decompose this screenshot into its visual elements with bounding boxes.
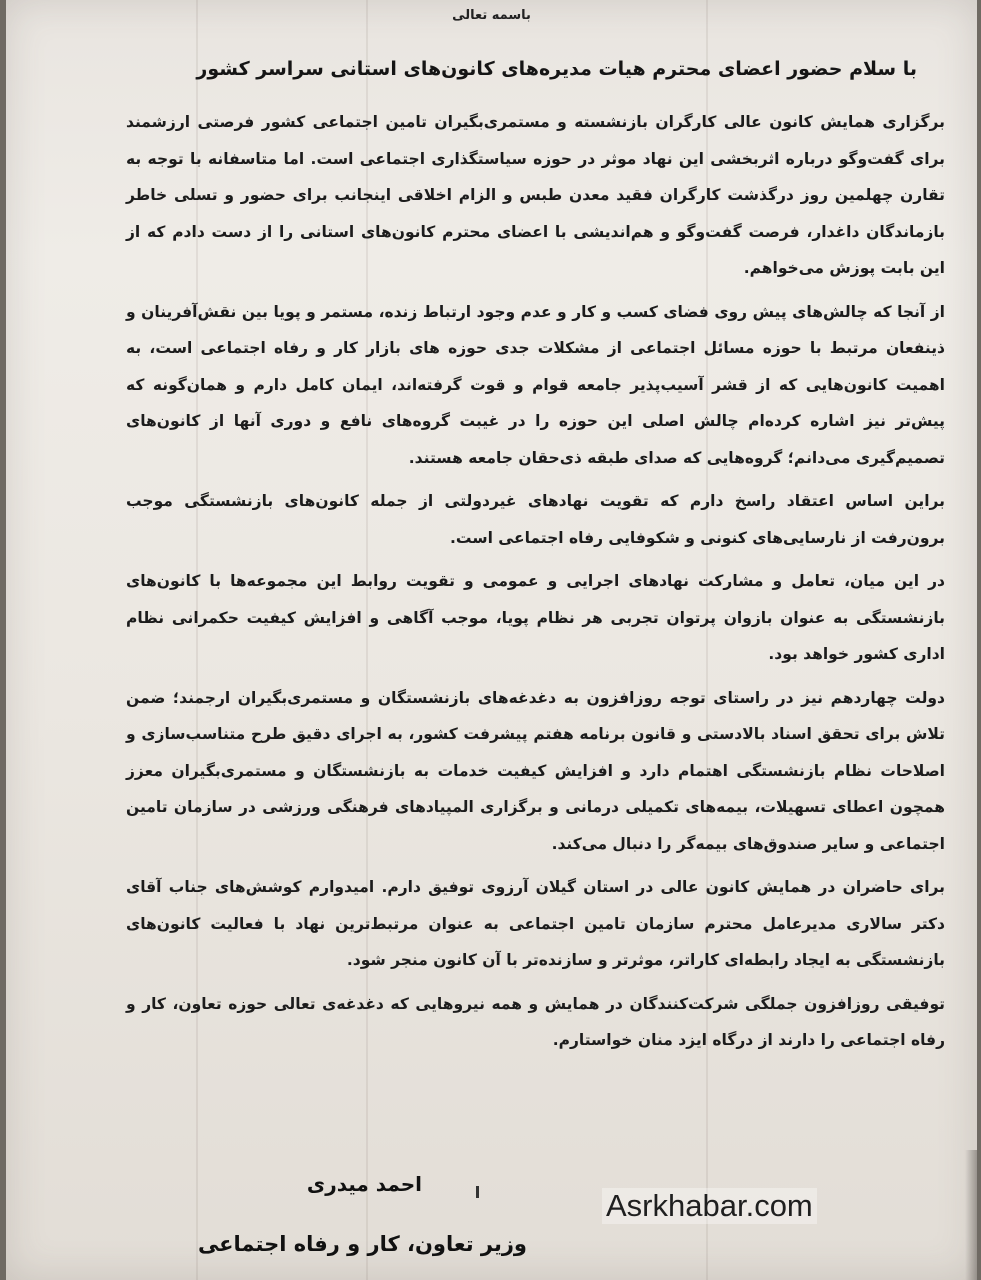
site-watermark: Asrkhabar.com (602, 1188, 817, 1224)
invocation-heading: باسمه تعالی (452, 8, 531, 23)
letter-page (6, 0, 977, 1280)
paragraph-6: برای حاضران در همایش کانون عالی در استان گیلان آرزوی توفیق دارم. امیدوارم کوشش‌های جناب آقای دکتر سالاری مدیرعامل محترم سازمان تامین اجتماعی به عنوان مرتبط‌ترین نهاد با فعالیت کانون‌های بازنشستگی به ایجاد رابطه‌ای کاراتر، موثرتر و سازنده‌تر با آن کانون منجر شود. (126, 878, 945, 969)
pen-mark (476, 1186, 479, 1198)
paragraph-4: در این میان، تعامل و مشارکت نهادهای اجرایی و عمومی و تقویت روابط این مجموعه‌ها با کانون‌های بازنشستگی به عنوان بازوان پرتوان تجربی هر نظام پویا، موجب آگاهی و افزایش کیفیت حکمرانی نظام اداری کشور خواهد بود. (126, 572, 945, 663)
page-edge-shadow (965, 1150, 977, 1280)
paragraph-7: توفیقی روزافزون جملگی شرکت‌کنندگان در همایش و همه نیروهایی که دغدغه‌ی تعالی حوزه تعاون، کار و رفاه اجتماعی را دارند از درگاه ایزد منان خواستارم. (126, 994, 945, 1049)
paragraph-1: برگزاری همایش کانون عالی کارگران بازنشسته و مستمری‌بگیران تامین اجتماعی کشور فرصتی ارزشمند برای گفت‌وگو درباره اثربخشی این نهاد موثر در حوزه سیاستگذاری اجتماعی است. اما متاسفانه با توجه به تقارن چهلمین روز درگذشت کارگران فقید معدن طبس و الزام اخلاقی اینجانب برای حضور و تسلی خاطر بازماندگان داغدار، فرصت گفت‌وگو و هم‌اندیشی با اعضای محترم کانون‌های استانی را از دست دادم که از این بابت پوزش می‌خواهم. (126, 113, 945, 277)
paragraph-5: دولت چهاردهم نیز در راستای توجه روزافزون به دغدغه‌های بازنشستگان و مستمری‌بگیران ارجمند؛ ضمن تلاش برای تحقق اسناد بالادستی و قانون برنامه هفتم پیشرفت کشور، به اجرای دقیق طرح متناسب‌سازی و اصلاحات نظام بازنشستگی اهتمام دارد و افزایش کیفیت خدمات به بازنشستگان و مستمری‌بگیران معزز همچون اعطای تسهیلات، بیمه‌های تکمیلی درمانی و برگزاری المپیادهای فرهنگی ورزشی در سازمان تامین اجتماعی و سایر صندوق‌های بیمه‌گر را دنبال می‌کند. (126, 688, 945, 853)
paragraph-3: براین اساس اعتقاد راسخ دارم که تقویت نهادهای غیردولتی از جمله کانون‌های بازنشستگی موجب برون‌رفت از نارسایی‌های کنونی و شکوفایی رفاه اجتماعی است. (126, 492, 945, 547)
salutation-line: با سلام حضور اعضای محترم هیات مدیره‌های کانون‌های استانی سراسر کشور (196, 58, 917, 80)
letter-body (126, 104, 945, 1066)
signature-name: احمد میدری (306, 1172, 422, 1196)
paragraph-2: از آنجا که چالش‌های پیش روی فضای کسب و کار و عدم وجود ارتباط زنده، مستمر و پویا بین نقش‌آفرینان و ذینفعان مرتبط با حوزه مسائل اجتماعی از مشکلات جدی حوزه های بازار کار و رفاه اجتماعی است، به اهمیت کانون‌هایی که از قشر آسیب‌پذیر جامعه قوام و قوت گرفته‌اند، ایمان کامل دارم و همان‌گونه که پیش‌تر نیز اشاره کرده‌ام چالش اصلی این حوزه را در غیبت گروه‌های نافع و دوری آنها از کانون‌های تصمیم‌گیری می‌دانم؛ گروه‌هایی که صدای طبقه ذی‌حقان جامعه هستند. (126, 302, 945, 467)
signature-title: وزیر تعاون، کار و رفاه اجتماعی (197, 1232, 527, 1256)
